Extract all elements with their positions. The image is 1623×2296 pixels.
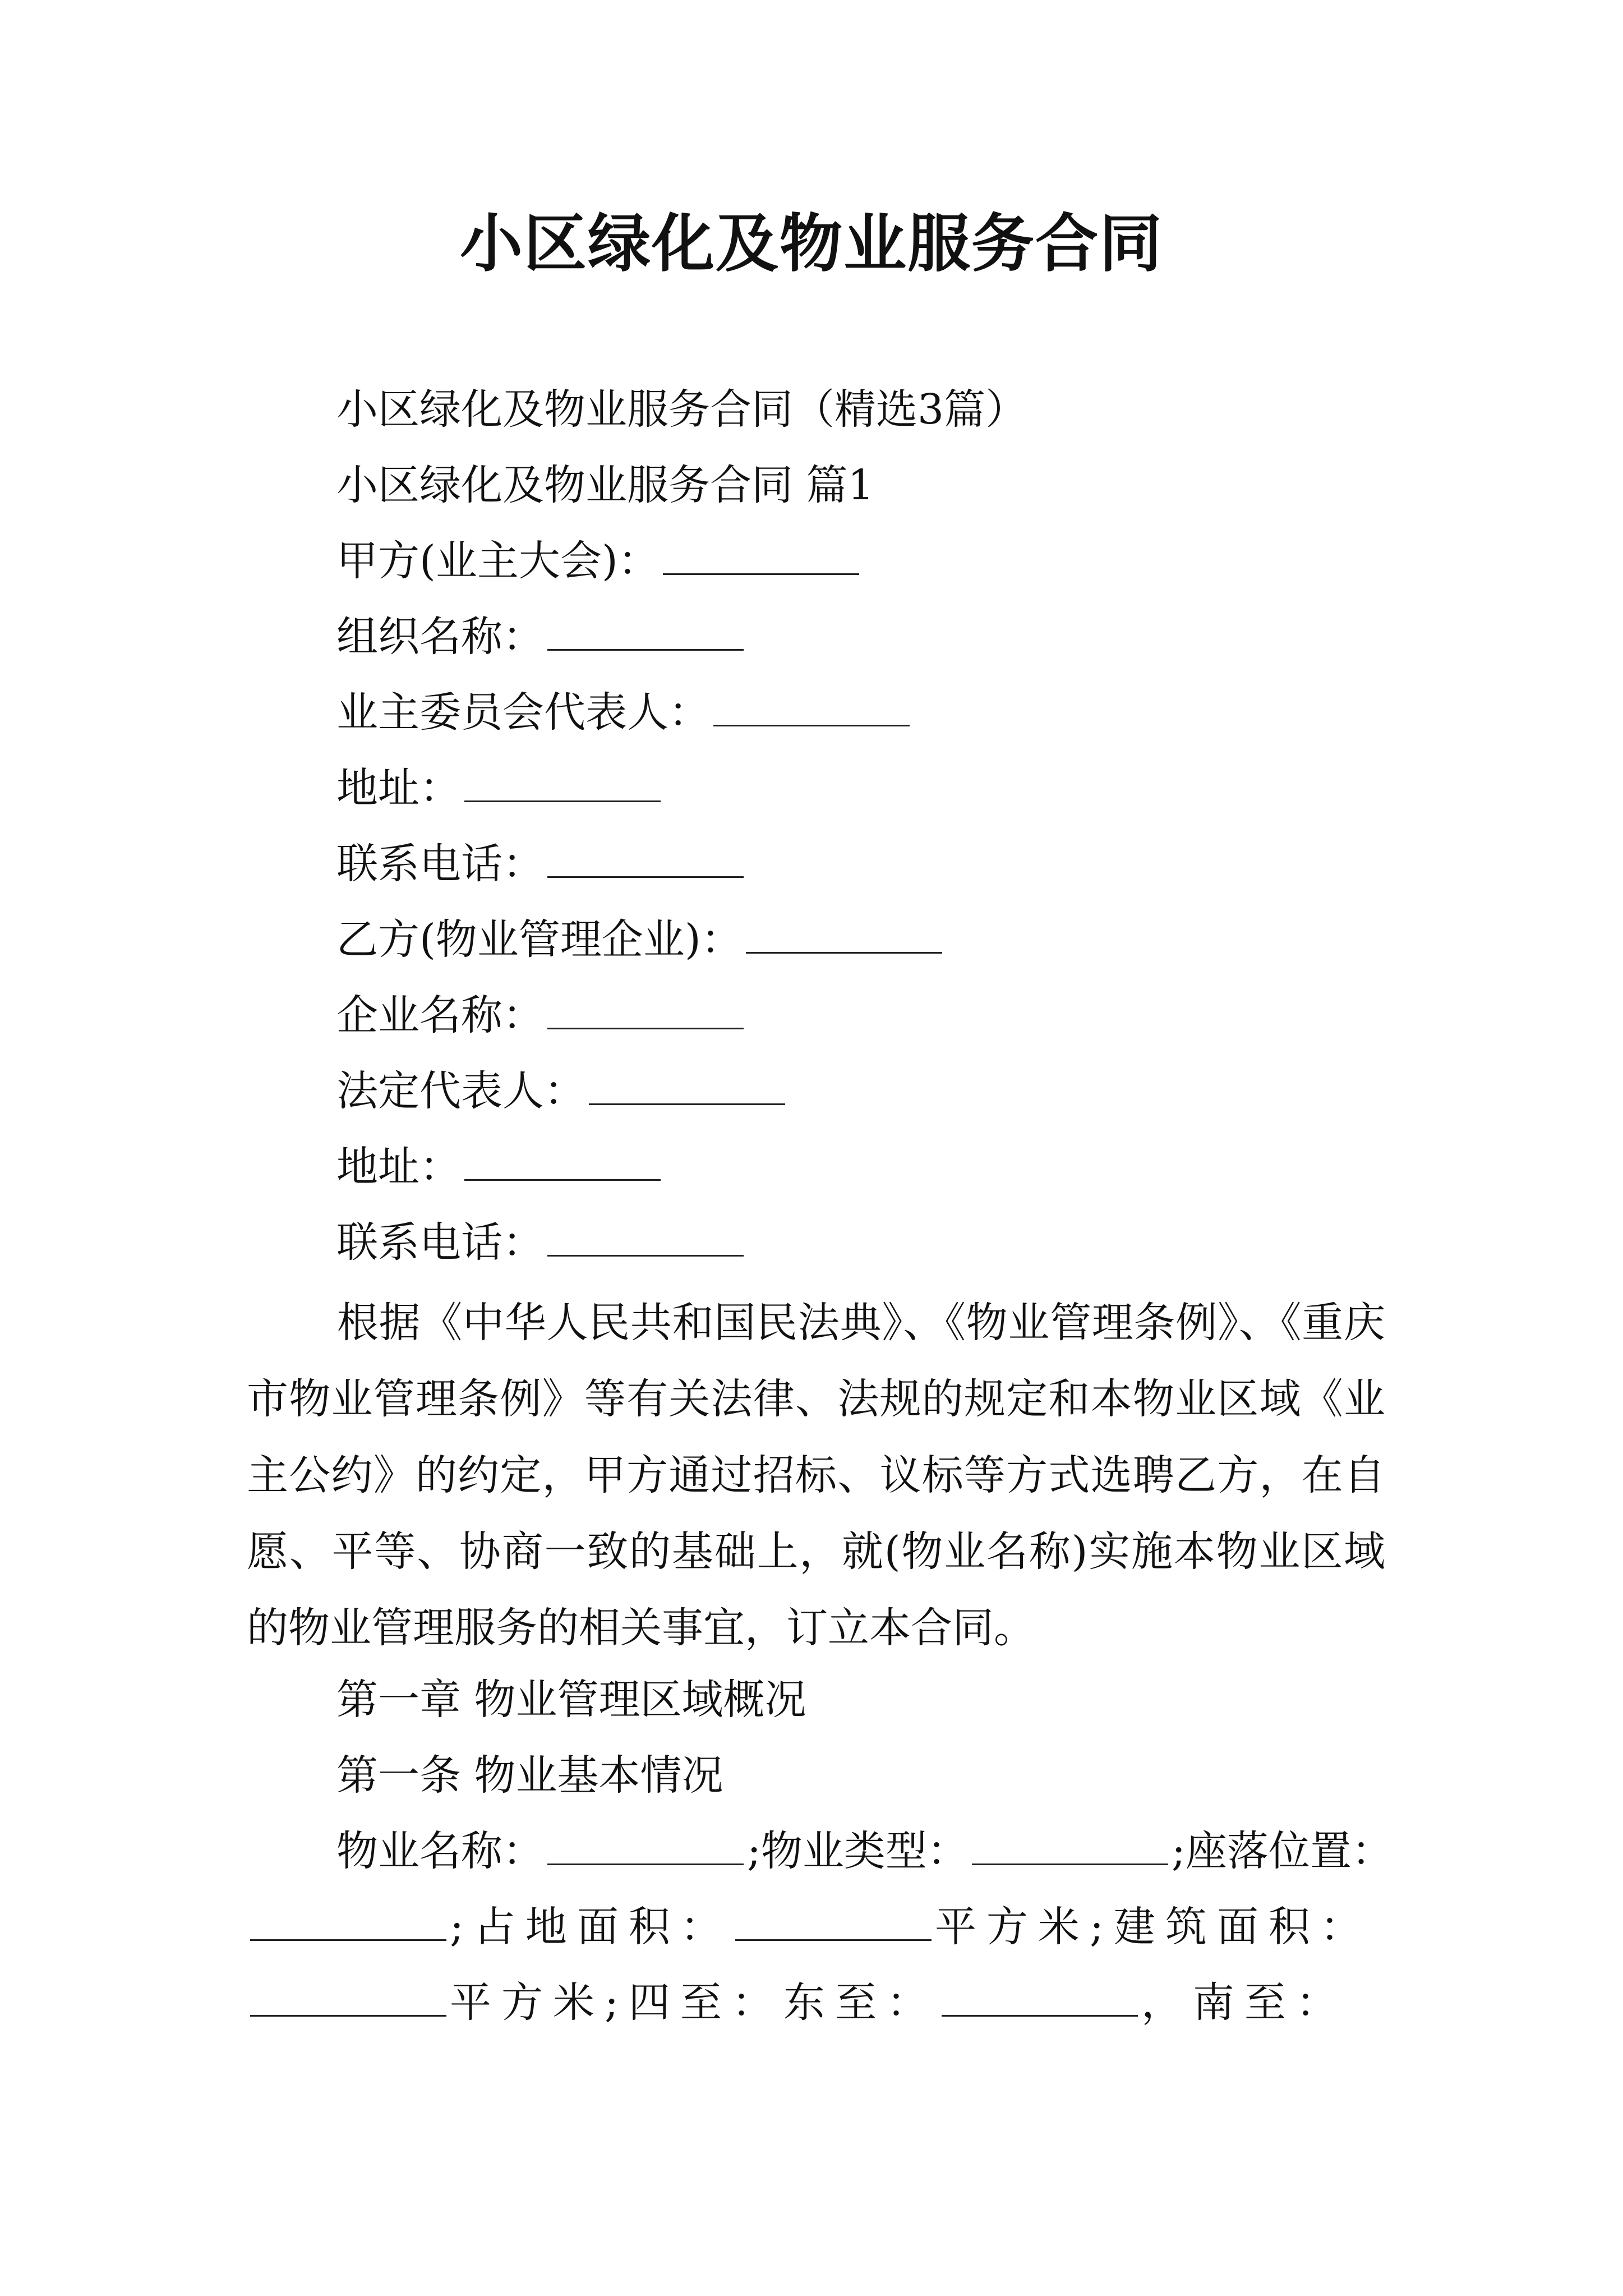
party-a-heading: 甲方(业主大会)： [336, 537, 660, 585]
party-b-phone-label: 联系电话： [336, 1218, 544, 1267]
party-a-heading-line [336, 533, 863, 589]
blank-field [735, 1906, 932, 1941]
intro-paragraph [247, 1285, 1385, 1666]
party-a-org-line [336, 609, 747, 665]
intro-paragraph-text: 根据《中华人民共和国民法典》、《物业管理条例》、《重庆市物业管理条例》等有关法律、法规的规定和本物业区域《业主公约》的约定，甲方通过招标、议标等方式选聘乙方，在自愿、平等、协商一致的基础上，就(物业名称)实施本物业区域的物业管理服务的相关事宜，订立本合同。 [247, 1299, 1385, 1652]
document-title: 小区绿化及物业服务合同 [460, 207, 1163, 280]
bounds-label: ;四至：东至： [605, 1978, 938, 2027]
blank-field [746, 918, 942, 954]
document-subtitle: 小区绿化及物业服务合同（精选3篇） [336, 385, 1027, 434]
property-line-3 [247, 1975, 1348, 2031]
unit-label: 平方米 [934, 1903, 1090, 1951]
blank-field [942, 1981, 1138, 2017]
blank-field [547, 1830, 744, 1865]
party-b-address-line [336, 1139, 664, 1195]
party-b-company-line [336, 987, 747, 1043]
property-location-label: ;座落位置： [1171, 1827, 1393, 1875]
south-label: ，南至： [1141, 1978, 1348, 2027]
property-line-2 [247, 1899, 1372, 1955]
party-b-legal-rep-label: 法定代表人： [336, 1067, 585, 1115]
party-b-legal-rep-line [336, 1063, 789, 1119]
party-a-rep-line [336, 684, 913, 740]
blank-field [464, 1145, 661, 1181]
article-1-heading: 第一条 物业基本情况 [336, 1751, 723, 1800]
blank-field [547, 994, 744, 1029]
party-a-rep-label: 业主委员会代表人： [336, 688, 710, 737]
party-a-phone-label: 联系电话： [336, 840, 544, 888]
blank-field [663, 540, 859, 575]
building-area-label: ;建筑面积： [1089, 1903, 1372, 1951]
party-b-heading-line [336, 912, 946, 968]
unit-label: 平方米 [450, 1978, 605, 2027]
party-a-address-label: 地址： [336, 764, 461, 812]
party-b-address-label: 地址： [336, 1143, 461, 1191]
blank-field [464, 767, 661, 802]
blank-field [713, 691, 910, 726]
blank-field [547, 843, 744, 878]
party-a-address-line [336, 760, 664, 816]
party-a-org-label: 组织名称： [336, 613, 544, 661]
blank-field [547, 1221, 744, 1257]
property-type-label: ;物业类型： [747, 1827, 969, 1875]
party-b-company-label: 企业名称： [336, 991, 544, 1039]
blank-field [250, 1981, 446, 2017]
land-area-label: 占地面积： [473, 1903, 732, 1951]
blank-field [972, 1830, 1168, 1865]
blank-field [250, 1906, 446, 1941]
blank-field [547, 615, 744, 651]
party-b-phone-line [336, 1214, 747, 1271]
party-a-phone-line [336, 836, 747, 892]
property-name-label: 物业名称： [336, 1827, 544, 1875]
separator: ; [450, 1903, 474, 1951]
party-b-heading: 乙方(物业管理企业)： [336, 915, 743, 964]
blank-field [589, 1070, 785, 1105]
section-heading: 小区绿化及物业服务合同 篇1 [336, 461, 874, 509]
chapter-1-heading: 第一章 物业管理区域概况 [336, 1676, 806, 1724]
property-line-1 [336, 1823, 1393, 1879]
